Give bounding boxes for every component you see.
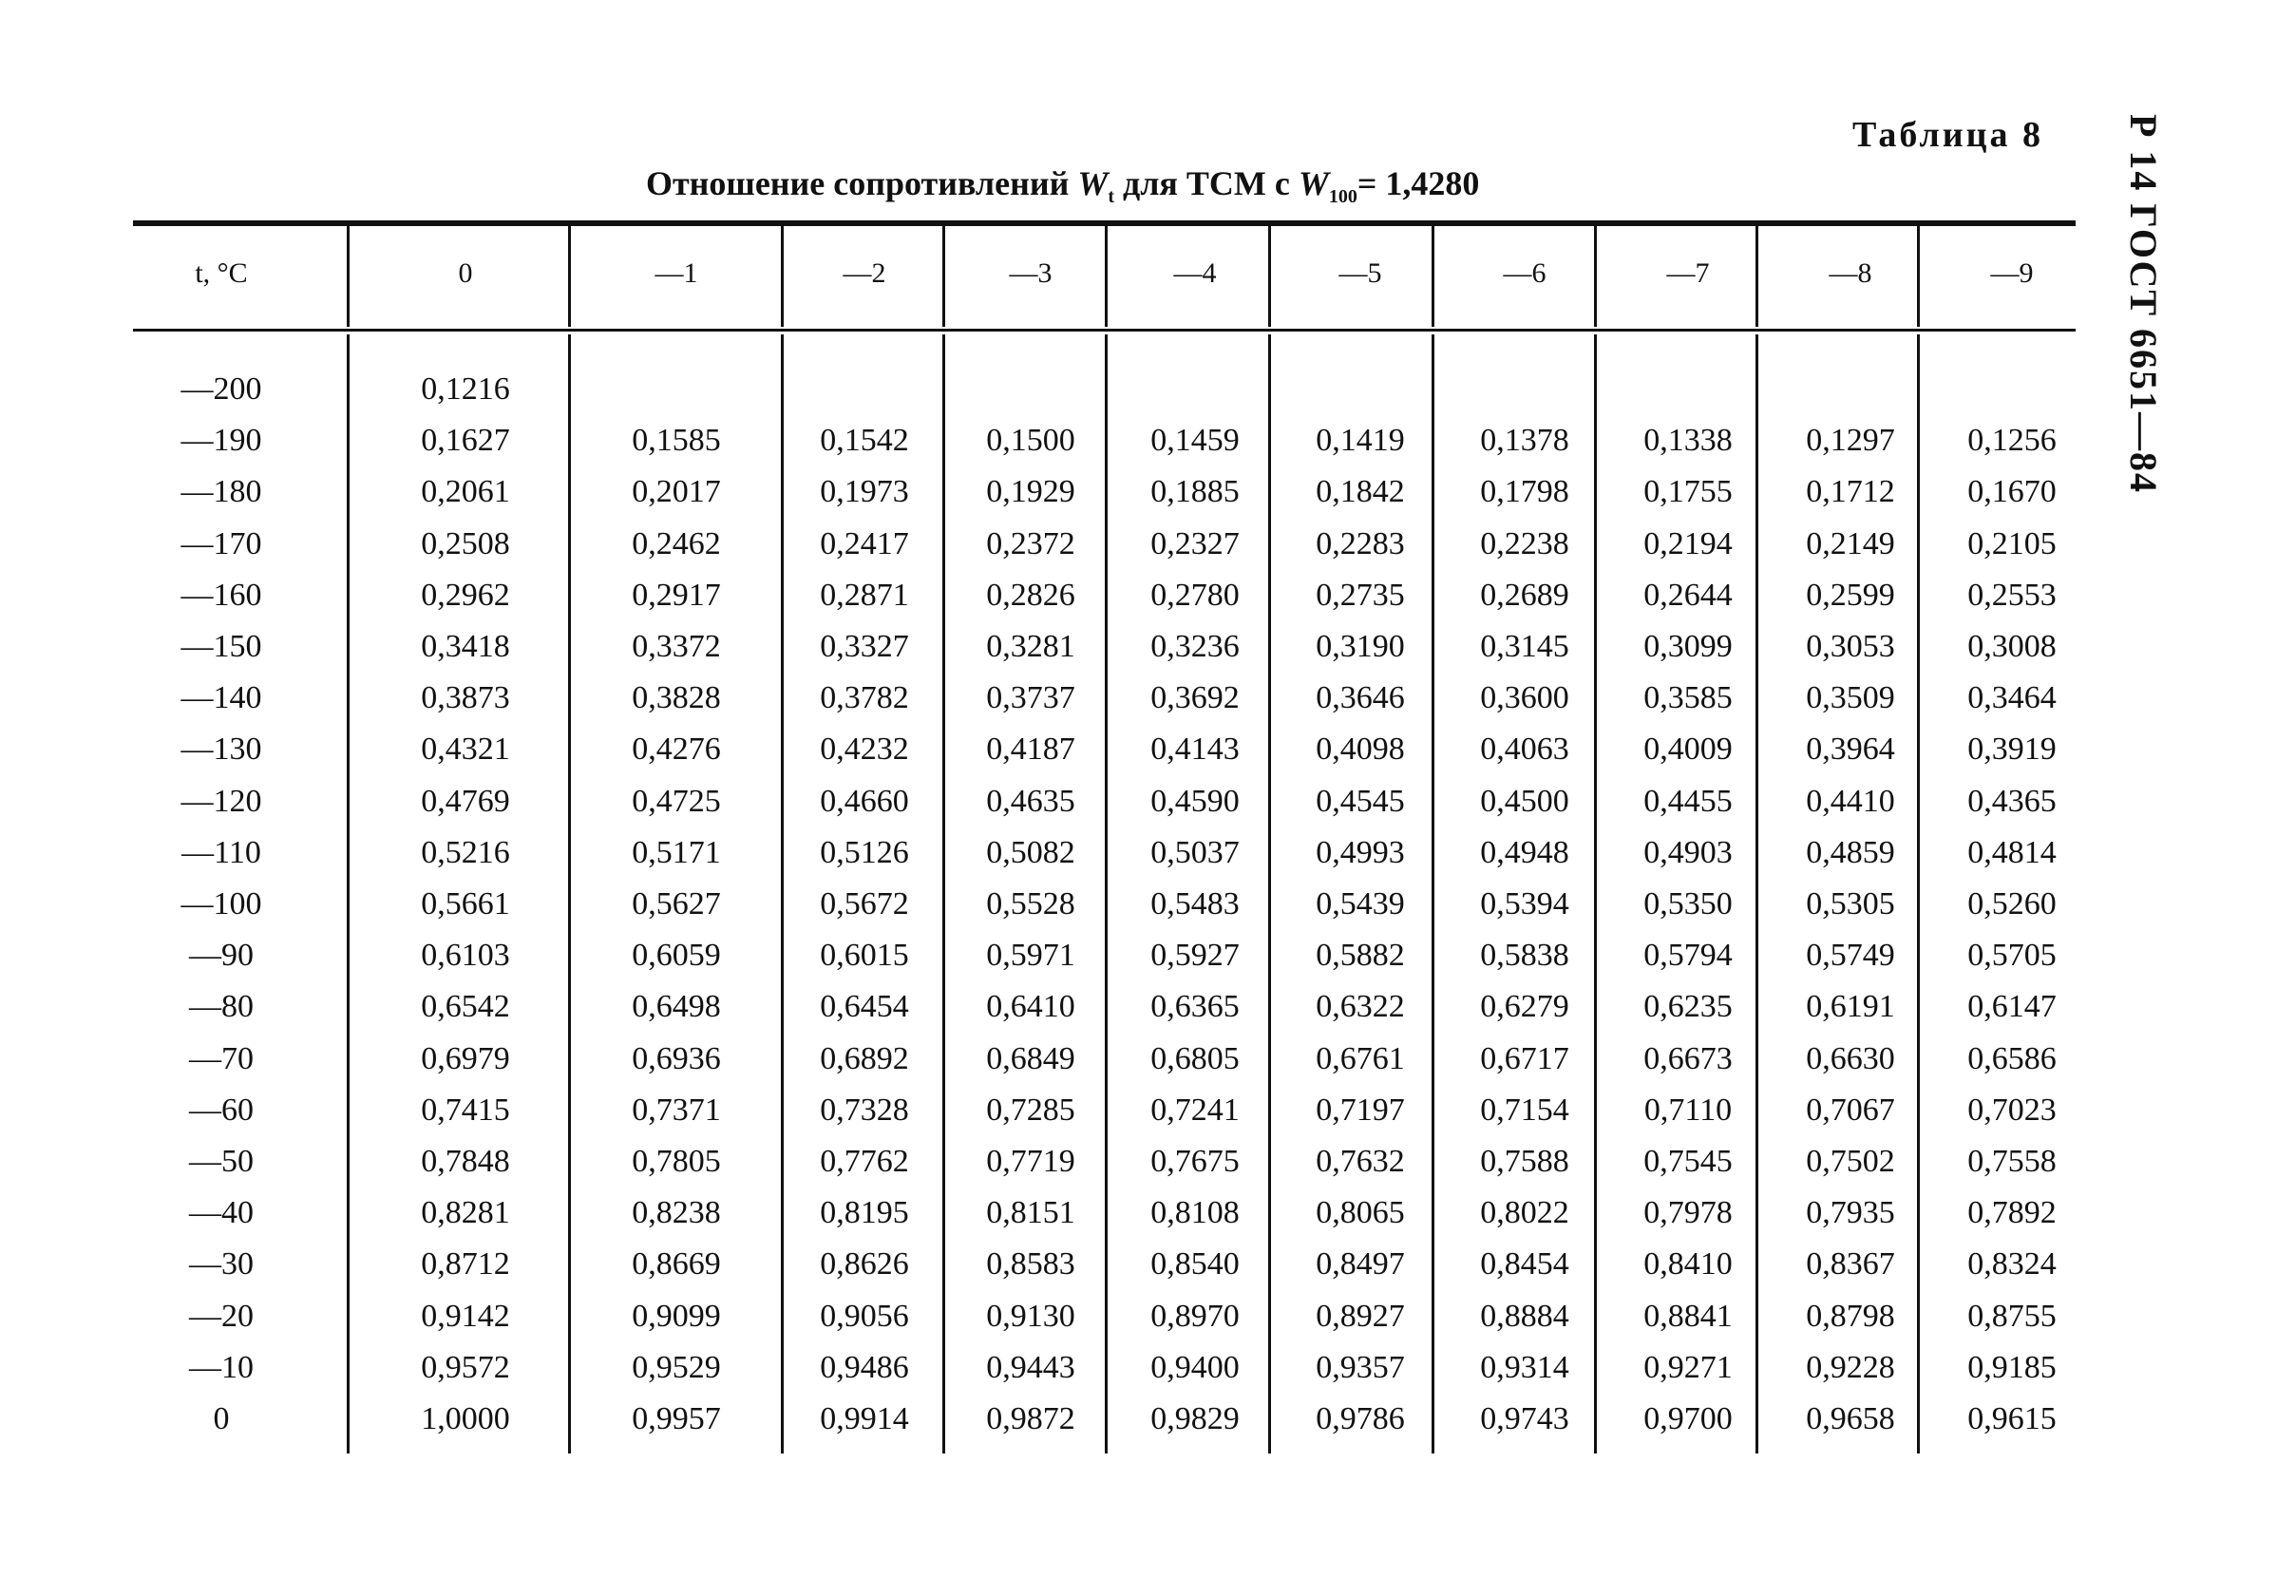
table-cell: 0,7588 <box>1480 1144 1569 1179</box>
row-temperature-cell: —50 <box>189 1144 254 1179</box>
side-standard-label: Р 14 ГОСТ 6651—84 <box>2122 114 2165 495</box>
table-cell: 0,2061 <box>421 474 510 510</box>
row-temperature-cell: —90 <box>189 938 254 974</box>
table-cell: 0,7197 <box>1316 1092 1405 1128</box>
table-cell: 0,9786 <box>1316 1401 1405 1436</box>
table-cell: 0,6630 <box>1806 1040 1895 1076</box>
table-cell: 0,7154 <box>1480 1092 1569 1128</box>
table-cell: 0,5037 <box>1150 834 1240 870</box>
table-cell: 0,5260 <box>1967 886 2057 922</box>
table-cell: 0,9486 <box>820 1349 909 1385</box>
table-cell: 0,3145 <box>1480 629 1569 664</box>
table-cell: 0,5171 <box>632 834 721 870</box>
table-cell: 0,2917 <box>632 577 721 613</box>
table-cell: 0,1419 <box>1316 423 1405 459</box>
table-cell: 0,9228 <box>1806 1349 1895 1385</box>
table-cell: 0,4187 <box>986 732 1075 768</box>
table-cell: 0,5439 <box>1316 886 1405 922</box>
table-cell: 0,8712 <box>421 1246 510 1282</box>
table-cell: 0,4725 <box>632 783 721 819</box>
table-cell: 0,2462 <box>632 525 721 561</box>
table-cell: 0,6410 <box>986 989 1075 1025</box>
table-cell: 0,6761 <box>1316 1040 1405 1076</box>
table-cell: 0,8497 <box>1316 1246 1405 1282</box>
table-cell: 0,4500 <box>1480 783 1569 819</box>
table-cell: 0,4321 <box>421 732 510 768</box>
table-cell: 0,4276 <box>632 732 721 768</box>
table-cell: 0,8324 <box>1967 1246 2057 1282</box>
table-cell: 0,8065 <box>1316 1195 1405 1231</box>
table-cell: 0,6103 <box>421 938 510 974</box>
table-cell: 0,3236 <box>1150 629 1240 664</box>
row-temperature-cell: —120 <box>180 783 262 819</box>
table-cell: 0,8669 <box>632 1246 721 1282</box>
table-cell: 0,4993 <box>1316 834 1405 870</box>
column-header: —8 <box>1829 257 1872 289</box>
table-cell: 0,8970 <box>1150 1298 1240 1334</box>
column-divider <box>568 334 571 1454</box>
table-cell: 0,5126 <box>820 834 909 870</box>
table-cell: 0,3737 <box>986 680 1075 716</box>
table-cell: 0,5305 <box>1806 886 1895 922</box>
table-cell: 0,3509 <box>1806 680 1895 716</box>
table-cell: 0,1378 <box>1480 423 1569 459</box>
table-cell: 0,5661 <box>421 886 510 922</box>
table-cell: 0,5216 <box>421 834 510 870</box>
table-cell: 0,7762 <box>820 1144 909 1179</box>
table-cell: 0,8583 <box>986 1246 1075 1282</box>
table-cell: 0,3464 <box>1967 680 2057 716</box>
table-cell: 0,5350 <box>1643 886 1733 922</box>
table-cell: 0,8927 <box>1316 1298 1405 1334</box>
row-temperature-cell: —200 <box>180 371 262 407</box>
column-header: —5 <box>1338 257 1382 289</box>
table-cell: 0,9615 <box>1967 1401 2057 1436</box>
table-cell: 0,3281 <box>986 629 1075 664</box>
table-cell: 0,1256 <box>1967 423 2057 459</box>
table-cell: 0,9142 <box>421 1298 510 1334</box>
table-cell: 0,6717 <box>1480 1040 1569 1076</box>
column-header: —6 <box>1503 257 1546 289</box>
table-cell: 0,4635 <box>986 783 1075 819</box>
table-cell: 0,6365 <box>1150 989 1240 1025</box>
table-cell: 0,8798 <box>1806 1298 1895 1334</box>
table-cell: 0,9572 <box>421 1349 510 1385</box>
table-cell: 0,7502 <box>1806 1144 1895 1179</box>
table-cell: 0,9914 <box>820 1401 909 1436</box>
column-header: —2 <box>843 257 886 289</box>
table-cell: 0,1542 <box>820 423 909 459</box>
table-cell: 0,2149 <box>1806 525 1895 561</box>
table-cell: 0,9056 <box>820 1298 909 1334</box>
row-temperature-cell: —10 <box>189 1349 254 1385</box>
table-cell: 0,7805 <box>632 1144 721 1179</box>
table-cell: 0,4814 <box>1967 834 2057 870</box>
column-header-temperature: t, °C <box>195 257 248 289</box>
column-header: 0 <box>458 257 473 289</box>
row-temperature-cell: —40 <box>189 1195 254 1231</box>
table-cell: 0,9357 <box>1316 1349 1405 1385</box>
table-cell: 0,8108 <box>1150 1195 1240 1231</box>
table-cell: 0,4903 <box>1643 834 1733 870</box>
row-temperature-cell: —110 <box>181 834 261 870</box>
row-temperature-cell: —30 <box>189 1246 254 1282</box>
table-cell: 0,6805 <box>1150 1040 1240 1076</box>
table-cell: 0,6454 <box>820 989 909 1025</box>
table-cell: 0,6673 <box>1643 1040 1733 1076</box>
table-cell: 0,8367 <box>1806 1246 1895 1282</box>
table-cell: 0,2735 <box>1316 577 1405 613</box>
table-cell: 0,1670 <box>1967 474 2057 510</box>
table-cell: 0,3646 <box>1316 680 1405 716</box>
table-cell: 0,9400 <box>1150 1349 1240 1385</box>
table-cell: 0,1973 <box>820 474 909 510</box>
table-cell: 0,9829 <box>1150 1401 1240 1436</box>
table-cell: 0,6147 <box>1967 989 2057 1025</box>
table-cell: 0,5971 <box>986 938 1075 974</box>
table-cell: 0,1459 <box>1150 423 1240 459</box>
table-cell: 0,5672 <box>820 886 909 922</box>
column-header: —1 <box>655 257 698 289</box>
table-cell: 0,4410 <box>1806 783 1895 819</box>
table-cell: 0,7632 <box>1316 1144 1405 1179</box>
row-temperature-cell: —70 <box>189 1040 254 1076</box>
table-cell: 0,1712 <box>1806 474 1895 510</box>
table-cell: 0,3327 <box>820 629 909 664</box>
table-cell: 0,1885 <box>1150 474 1240 510</box>
table-cell: 0,9700 <box>1643 1401 1733 1436</box>
table-cell: 0,7848 <box>421 1144 510 1179</box>
row-temperature-cell: —160 <box>180 577 262 613</box>
table-cell: 0,1500 <box>986 423 1075 459</box>
table-cell: 0,3828 <box>632 680 721 716</box>
table-cell: 0,3873 <box>421 680 510 716</box>
caption-w: W <box>1077 164 1109 202</box>
table-cell: 0,6936 <box>632 1040 721 1076</box>
table-cell: 0,3099 <box>1643 629 1733 664</box>
table-cell: 0,1798 <box>1480 474 1569 510</box>
table-cell: 0,3964 <box>1806 732 1895 768</box>
column-divider <box>347 334 350 1454</box>
table-cell: 0,4143 <box>1150 732 1240 768</box>
table-cell: 0,6235 <box>1643 989 1733 1025</box>
table-cell: 0,7558 <box>1967 1144 2057 1179</box>
row-temperature-cell: —130 <box>180 732 262 768</box>
table-cell: 0,7067 <box>1806 1092 1895 1128</box>
table-cell: 0,6849 <box>986 1040 1075 1076</box>
row-temperature-cell: —180 <box>180 474 262 510</box>
table-cell: 0,7328 <box>820 1092 909 1128</box>
table-cell: 0,2417 <box>820 525 909 561</box>
table-header-rule <box>133 329 2076 332</box>
row-temperature-cell: —140 <box>180 680 262 716</box>
table-cell: 0,5838 <box>1480 938 1569 974</box>
column-header: —7 <box>1666 257 1710 289</box>
table-cell: 0,4098 <box>1316 732 1405 768</box>
table-cell: 0,7675 <box>1150 1144 1240 1179</box>
table-cell: 0,8022 <box>1480 1195 1569 1231</box>
row-temperature-cell: —60 <box>189 1092 254 1128</box>
table-cell: 0,2599 <box>1806 577 1895 613</box>
table-cell: 0,9130 <box>986 1298 1075 1334</box>
table-cell: 0,8410 <box>1643 1246 1733 1282</box>
table-cell: 0,6498 <box>632 989 721 1025</box>
table-cell: 0,3692 <box>1150 680 1240 716</box>
table-cell: 0,3600 <box>1480 680 1569 716</box>
table-cell: 0,4009 <box>1643 732 1733 768</box>
table-cell: 0,1842 <box>1316 474 1405 510</box>
table-cell: 0,4545 <box>1316 783 1405 819</box>
table-cell: 0,6979 <box>421 1040 510 1076</box>
caption-middle: для ТСМ с <box>1114 164 1299 202</box>
table-cell: 0,9658 <box>1806 1401 1895 1436</box>
table-cell: 1,0000 <box>421 1401 510 1436</box>
table-cell: 0,2553 <box>1967 577 2057 613</box>
table-cell: 0,9743 <box>1480 1401 1569 1436</box>
table-cell: 0,1585 <box>632 423 721 459</box>
table-cell: 0,8454 <box>1480 1246 1569 1282</box>
table-cell: 0,7892 <box>1967 1195 2057 1231</box>
table-cell: 0,1627 <box>421 423 510 459</box>
table-cell: 0,9099 <box>632 1298 721 1334</box>
table-cell: 0,7285 <box>986 1092 1075 1128</box>
table-cell: 0,4590 <box>1150 783 1240 819</box>
table-cell: 0,8626 <box>820 1246 909 1282</box>
table-cell: 0,4232 <box>820 732 909 768</box>
table-cell: 0,8841 <box>1643 1298 1733 1334</box>
table-cell: 0,1755 <box>1643 474 1733 510</box>
table-cell: 0,3782 <box>820 680 909 716</box>
table-cell: 0,7935 <box>1806 1195 1895 1231</box>
table-cell: 0,8195 <box>820 1195 909 1231</box>
table-cell: 0,2826 <box>986 577 1075 613</box>
table-cell: 0,3190 <box>1316 629 1405 664</box>
row-temperature-cell: 0 <box>213 1401 230 1436</box>
caption-w2: W <box>1298 164 1329 202</box>
table-cell: 0,5927 <box>1150 938 1240 974</box>
table-cell: 0,9271 <box>1643 1349 1733 1385</box>
table-caption <box>646 163 1479 208</box>
table-cell: 0,7371 <box>632 1092 721 1128</box>
table-cell: 0,6892 <box>820 1040 909 1076</box>
table-cell: 0,9185 <box>1967 1349 2057 1385</box>
table-cell: 0,2238 <box>1480 525 1569 561</box>
table-cell: 0,5794 <box>1643 938 1733 974</box>
table-cell: 0,6279 <box>1480 989 1569 1025</box>
table-cell: 0,1216 <box>421 371 510 407</box>
table-cell: 0,4769 <box>421 783 510 819</box>
table-label: Таблица 8 <box>1852 115 2044 155</box>
column-header: —4 <box>1173 257 1217 289</box>
column-header: —9 <box>1990 257 2034 289</box>
table-cell: 0,4455 <box>1643 783 1733 819</box>
table-cell: 0,2508 <box>421 525 510 561</box>
table-cell: 0,2962 <box>421 577 510 613</box>
row-temperature-cell: —20 <box>189 1298 254 1334</box>
table-cell: 0,3008 <box>1967 629 2057 664</box>
table-cell: 0,7023 <box>1967 1092 2057 1128</box>
row-temperature-cell: —170 <box>180 525 262 561</box>
table-cell: 0,3372 <box>632 629 721 664</box>
table-cell: 0,6586 <box>1967 1040 2057 1076</box>
table-cell: 0,2871 <box>820 577 909 613</box>
caption-w-sub: t <box>1108 186 1115 208</box>
table-cell: 0,2017 <box>632 474 721 510</box>
table-cell: 0,9529 <box>632 1349 721 1385</box>
table-cell: 0,4063 <box>1480 732 1569 768</box>
table-cell: 0,7545 <box>1643 1144 1733 1179</box>
row-temperature-cell: —190 <box>180 423 262 459</box>
table-cell: 0,3919 <box>1967 732 2057 768</box>
table-cell: 0,9957 <box>632 1401 721 1436</box>
table-cell: 0,2780 <box>1150 577 1240 613</box>
table-cell: 0,5394 <box>1480 886 1569 922</box>
row-temperature-cell: —100 <box>180 886 262 922</box>
table-cell: 0,2105 <box>1967 525 2057 561</box>
table-cell: 0,5705 <box>1967 938 2057 974</box>
table-cell: 0,7978 <box>1643 1195 1733 1231</box>
table-cell: 0,1338 <box>1643 423 1733 459</box>
column-divider <box>347 224 350 327</box>
caption-value: = 1,4280 <box>1357 164 1480 202</box>
caption-prefix: Отношение сопротивлений <box>646 164 1078 202</box>
table-cell: 0,4859 <box>1806 834 1895 870</box>
table-cell: 0,5528 <box>986 886 1075 922</box>
table-cell: 0,6191 <box>1806 989 1895 1025</box>
table-cell: 0,2194 <box>1643 525 1733 561</box>
table-cell: 0,7110 <box>1643 1092 1733 1128</box>
table-cell: 0,1929 <box>986 474 1075 510</box>
table-cell: 0,3053 <box>1806 629 1895 664</box>
table-cell: 0,3418 <box>421 629 510 664</box>
table-cell: 0,9443 <box>986 1349 1075 1385</box>
table-cell: 0,5483 <box>1150 886 1240 922</box>
table-cell: 0,6322 <box>1316 989 1405 1025</box>
table-cell: 0,9314 <box>1480 1349 1569 1385</box>
table-cell: 0,6059 <box>632 938 721 974</box>
table-cell: 0,8884 <box>1480 1298 1569 1334</box>
table-cell: 0,8755 <box>1967 1298 2057 1334</box>
table-cell: 0,8151 <box>986 1195 1075 1231</box>
table-cell: 0,6542 <box>421 989 510 1025</box>
column-header: —3 <box>1009 257 1053 289</box>
row-temperature-cell: —80 <box>189 989 254 1025</box>
table-cell: 0,3585 <box>1643 680 1733 716</box>
table-cell: 0,4660 <box>820 783 909 819</box>
table-cell: 0,5882 <box>1316 938 1405 974</box>
table-cell: 0,5627 <box>632 886 721 922</box>
table-cell: 0,2644 <box>1643 577 1733 613</box>
table-cell: 0,2283 <box>1316 525 1405 561</box>
table-cell: 0,7719 <box>986 1144 1075 1179</box>
caption-w2-sub: 100 <box>1328 186 1357 208</box>
table-cell: 0,8540 <box>1150 1246 1240 1282</box>
table-cell: 0,2327 <box>1150 525 1240 561</box>
table-cell: 0,2372 <box>986 525 1075 561</box>
table-cell: 0,7241 <box>1150 1092 1240 1128</box>
table-cell: 0,6015 <box>820 938 909 974</box>
column-divider <box>568 224 571 327</box>
table-cell: 0,5749 <box>1806 938 1895 974</box>
table-cell: 0,8281 <box>421 1195 510 1231</box>
table-cell: 0,2689 <box>1480 577 1569 613</box>
table-cell: 0,1297 <box>1806 423 1895 459</box>
row-temperature-cell: —150 <box>180 629 262 664</box>
table-cell: 0,5082 <box>986 834 1075 870</box>
table-cell: 0,7415 <box>421 1092 510 1128</box>
table-cell: 0,4948 <box>1480 834 1569 870</box>
table-cell: 0,4365 <box>1967 783 2057 819</box>
table-cell: 0,8238 <box>632 1195 721 1231</box>
table-cell: 0,9872 <box>986 1401 1075 1436</box>
